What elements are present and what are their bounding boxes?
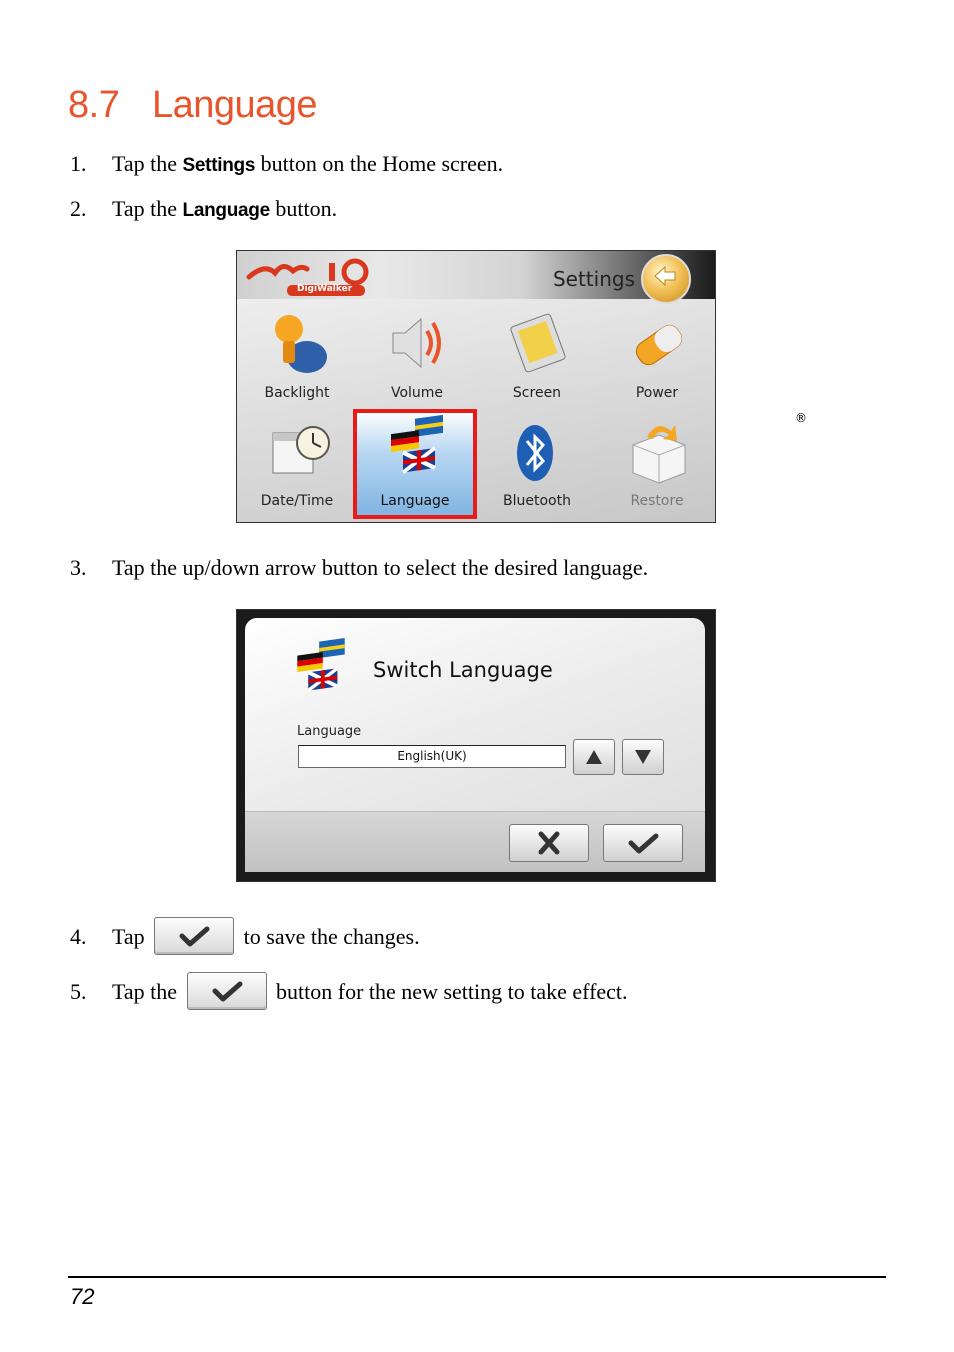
switch-language-screenshot	[236, 609, 716, 882]
tile-screen[interactable]	[477, 303, 597, 409]
inline-confirm-button[interactable]	[187, 972, 267, 1010]
step-text: Tap the	[112, 979, 178, 1005]
tile-label: Volume	[390, 385, 444, 401]
step-3	[70, 555, 648, 581]
settings-screenshot	[236, 250, 807, 523]
tile-label: Screen	[512, 385, 562, 401]
mio-logo	[245, 255, 375, 304]
flags-icon	[285, 640, 357, 702]
step-text: button on the Home screen.	[260, 151, 504, 176]
tile-label: Language	[380, 493, 450, 509]
confirm-check-icon	[628, 832, 658, 854]
up-arrow-icon	[585, 749, 603, 765]
tile-label: Bluetooth	[503, 493, 571, 509]
step-number: 2.	[70, 196, 87, 221]
section-title: Language	[152, 84, 318, 126]
step-keyword: Settings	[182, 155, 256, 176]
check-icon	[212, 980, 242, 1002]
settings-topbar	[237, 251, 715, 299]
battery-icon	[627, 309, 691, 377]
page-number: 72	[70, 1284, 95, 1309]
tile-restore[interactable]	[597, 411, 717, 517]
back-button[interactable]	[641, 254, 691, 304]
restore-box-icon	[627, 417, 691, 485]
logo-sub: DigiWalker	[297, 284, 353, 294]
calendar-clock-icon	[267, 417, 337, 485]
step-number: 1.	[70, 151, 87, 176]
step-text: button.	[275, 196, 338, 221]
tile-backlight[interactable]	[237, 303, 357, 409]
tile-label: Backlight	[264, 385, 330, 401]
language-field: English(UK)	[298, 745, 566, 768]
down-arrow-icon	[634, 749, 652, 765]
speaker-icon	[387, 309, 451, 377]
switch-language-dialog	[245, 618, 705, 872]
step-4	[70, 920, 420, 958]
bluetooth-icon	[507, 417, 571, 485]
language-label: Language	[297, 724, 362, 739]
tile-label: Date/Time	[260, 493, 334, 509]
inline-confirm-button[interactable]	[154, 917, 234, 955]
language-up-button[interactable]	[573, 739, 615, 775]
step-text: Tap the up/down arrow button to select the desired language.	[112, 555, 649, 580]
section-heading	[68, 84, 317, 127]
section-number: 8.7	[68, 84, 120, 126]
tile-language[interactable]	[355, 411, 475, 517]
tile-power[interactable]	[597, 303, 717, 409]
confirm-button[interactable]	[603, 824, 683, 862]
step-number: 4.	[70, 924, 87, 950]
tile-date-time[interactable]	[237, 411, 357, 517]
step-text: Tap the	[112, 151, 178, 176]
step-2	[70, 196, 337, 222]
step-text: to save the changes.	[243, 924, 420, 950]
lightbulb-icon	[267, 309, 331, 377]
step-number: 5.	[70, 979, 87, 1005]
check-icon	[179, 925, 209, 947]
dialog-title: Switch Language	[373, 658, 553, 682]
flags-icon	[385, 417, 449, 485]
tile-label: Power	[635, 385, 679, 401]
step-keyword: Language	[182, 200, 270, 221]
back-arrow-icon	[641, 254, 687, 300]
cancel-button[interactable]	[509, 824, 589, 862]
step-number: 3.	[70, 555, 87, 580]
tile-label: Restore	[630, 493, 684, 509]
screen-icon	[507, 309, 571, 377]
tile-volume[interactable]	[357, 303, 477, 409]
step-text: Tap	[112, 924, 145, 950]
step-text: button for the new setting to take effect.	[276, 979, 628, 1005]
settings-title: Settings	[552, 267, 635, 291]
step-text: Tap the	[112, 196, 178, 221]
footer-rule	[68, 1276, 886, 1278]
cancel-x-icon	[534, 832, 564, 854]
step-1	[70, 151, 503, 177]
step-5	[70, 975, 628, 1013]
registered-mark: ®	[795, 411, 807, 425]
language-down-button[interactable]	[622, 739, 664, 775]
